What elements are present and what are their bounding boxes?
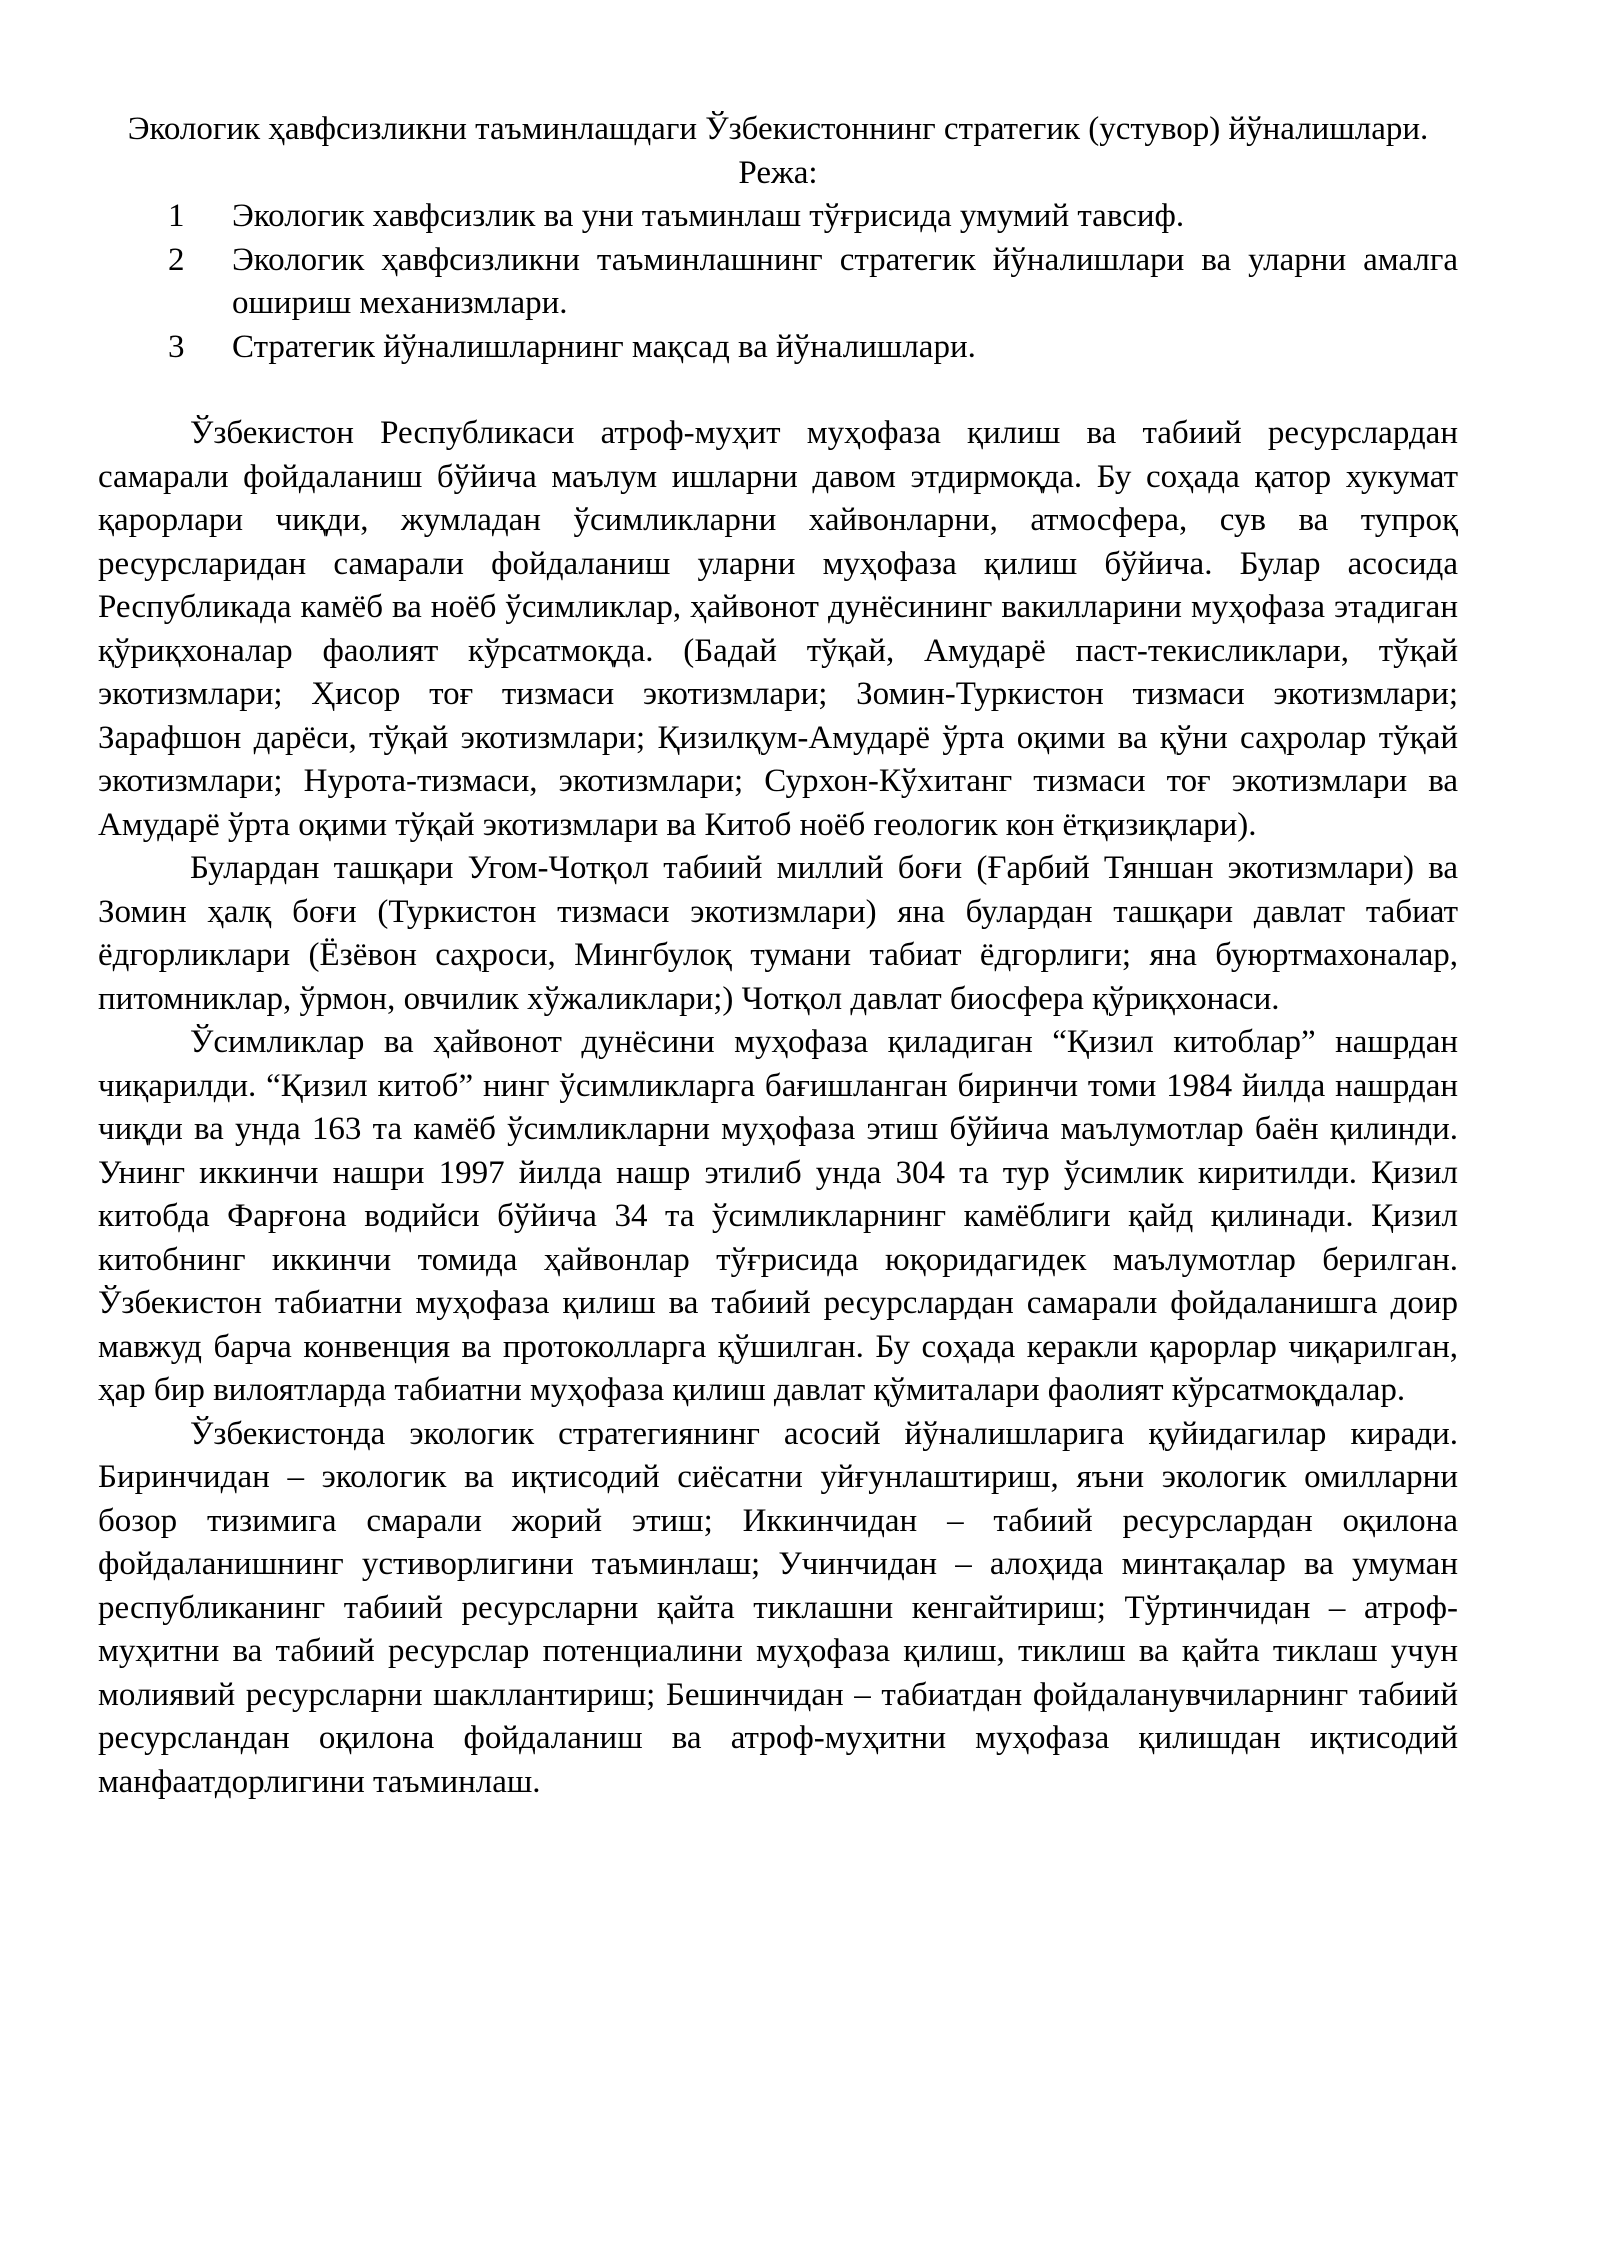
body-paragraph: Ўсимликлар ва ҳайвонот дунёсини муҳофаза қиладиган “Қизил китоблар” нашрдан чиқарилди. “Қизил китоб” нинг ўсимликларга бағишланган биринчи томи 1984 йилда нашрдан чиқди ва унда 163 та камёб ўсимликларни муҳофаза этиш бўйича маълумотлар баён қилинди. Унинг иккинчи нашри 1997 йилда нашр этилиб унда 304 та тур ўсимлик киритилди. Қизил китобда Фарғона водийси бўйича 34 та ўсимликларнинг камёблиги қайд қилинади. Қизил китобнинг иккинчи томида ҳайвонлар тўғрисида юқоридагидек маълумотлар берилган. Ўзбекистон табиатни муҳофаза қилиш ва табиий ресурслардан самарали фойдаланишга доир мавжуд барча конвенция ва протоколларга қўшилган. Бу соҳада керакли қарорлар чиқарилган, ҳар бир вилоятларда табиатни муҳофаза қилиш давлат қўмиталари фаолият кўрсатмоқдалар. [98, 1024, 1458, 1408]
plan-list [98, 195, 1458, 369]
body-paragraph: Ўзбекистонда экологик стратегиянинг асосий йўналишларига қуйидагилар киради. Биринчидан – экологик ва иқтисодий сиёсатни уйғунлаштириш, яъни экологик омилларни бозор тизимига смарали жорий этиш; Иккинчидан – табиий ресурслардан оқилона фойдаланишнинг устиворлигини таъминлаш; Учинчидан – алоҳида минтақалар ва умуман республиканинг табиий ресурсларни қайта тиклашни кенгайтириш; Тўртинчидан – атроф-муҳитни ва табиий ресурслар потенциалини муҳофаза қилиш, тиклиш ва қайта тиклаш учун молиявий ресурсларни шакллантириш; Бешинчидан – табиатдан фойдаланувчиларнинг табиий ресурсландан оқилона фойдаланиш ва атроф-муҳитни муҳофаза қилишдан иқтисодий манфаатдорлигини таъминлаш. [98, 1415, 1458, 1800]
plan-item [98, 239, 1458, 326]
section-spacer [98, 369, 1458, 412]
plan-item-text: Стратегик йўналишларнинг мақсад ва йўналишлари. [232, 328, 976, 365]
plan-item-text: Экологик хавфсизлик ва уни таъминлаш тўғрисида умумий тавсиф. [232, 198, 1185, 234]
document-title: Экологик ҳавфсизликни таъминлашдаги Ўзбекистоннинг стратегик (устувор) йўналишлари. [127, 111, 1429, 147]
plan-item-number: 2 [168, 241, 185, 278]
plan-item-text: Экологик ҳавфсизликни таъминлашнинг стратегик йўналишлари ва уларни амалга ошириш механизмлари. [232, 241, 1458, 321]
plan-item-number: 1 [168, 198, 185, 234]
plan-item [98, 326, 1458, 370]
plan-item [98, 195, 1458, 239]
plan-heading: Режа: [738, 154, 818, 191]
plan-item-number: 3 [168, 328, 185, 365]
body-paragraph: Ўзбекистон Республикаси атроф-муҳит муҳофаза қилиш ва табиий ресурслардан самарали фойдаланиш бўйича маълум ишларни давом этдирмоқда. Бу соҳада қатор хукумат қарорлари чиқди, жумладан ўсимликларни хайвонларни, атмосфера, сув ва тупроқ ресурсларидан самарали фойдаланиш уларни муҳофаза қилиш бўйича. Булар асосида Республикада камёб ва ноёб ўсимликлар, ҳайвонот дунёсининг вакилларини муҳофаза этадиган қўриқхоналар фаолият кўрсатмоқда. (Бадай тўқай, Амударё паст-текисликлари, тўқай экотизмлари; Ҳисор тоғ тизмаси экотизмлари; Зомин-Туркистон тизмаси экотизмлари; Зарафшон дарёси, тўқай экотизмлари; Қизилқум-Амударё ўрта оқими ва қўни саҳролар тўқай экотизмлари; Нурота-тизмаси, экотизмлари; Сурхон-Кўхитанг тизмаси тоғ экотизмлари ва Амударё ўрта оқими тўқай экотизмлари ва Китоб ноёб геологик кон ётқизиқлари). [98, 415, 1458, 843]
document-page [98, 108, 1458, 1804]
body-paragraph: Булардан ташқари Угом-Чотқол табиий миллий боғи (Ғарбий Тяншан экотизмлари) ва Зомин ҳалқ боғи (Туркистон тизмаси экотизмлари) яна булардан ташқари давлат табиат ёдгорликлари (Ёзёвон саҳроси, Мингбулоқ тумани табиат ёдгорлиги; яна буюртмахоналар, питомниклар, ўрмон, овчилик хўжаликлари;) Чотқол давлат биосфера қўриқхонаси. [98, 850, 1458, 1017]
